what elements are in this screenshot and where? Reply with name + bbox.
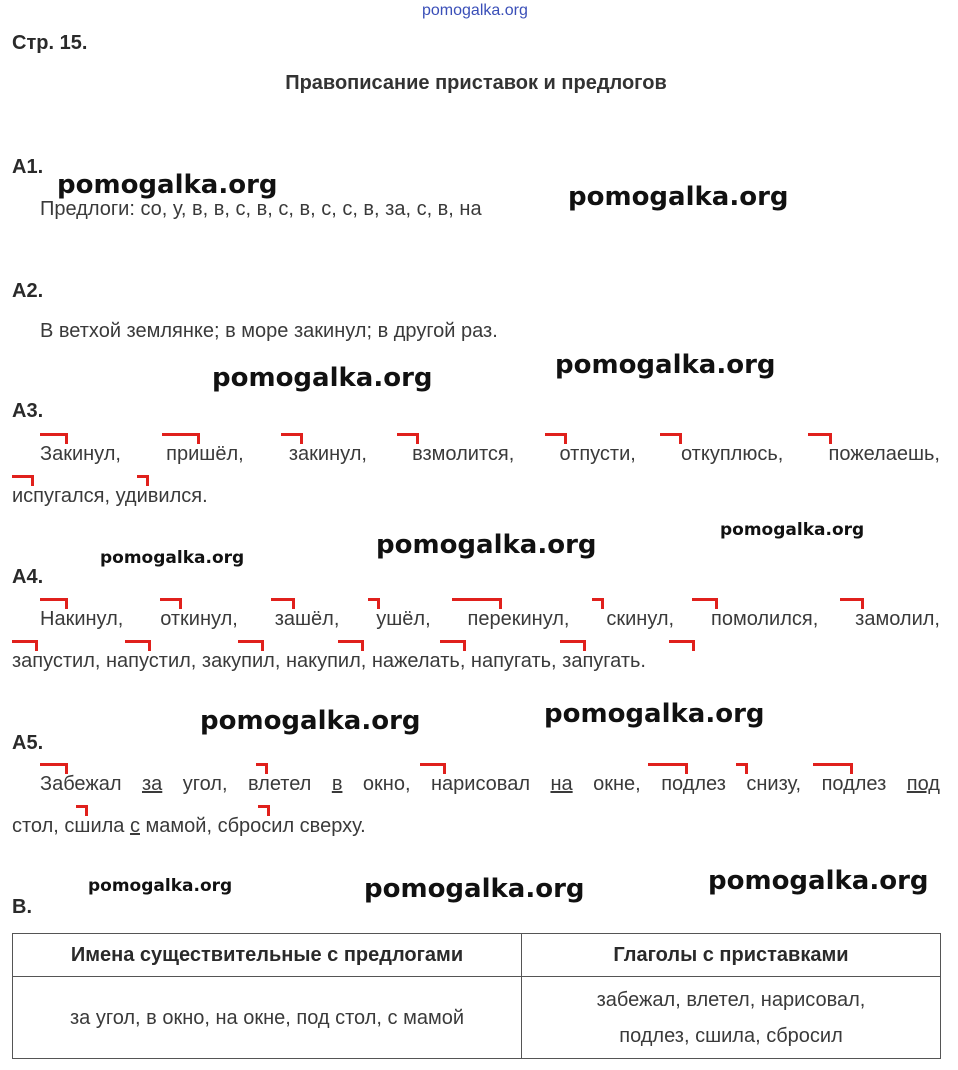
a4-word: Накинул,: [40, 608, 124, 630]
a5-word: подлез: [821, 773, 887, 795]
prefix-mark: [420, 763, 446, 774]
a5-preposition: с: [129, 815, 140, 837]
watermark: pomogalka.org: [555, 350, 776, 380]
prefix-mark: [76, 805, 88, 816]
a5-preposition: под: [906, 773, 940, 795]
prefix-mark: [125, 640, 151, 651]
prefix-mark: [560, 640, 586, 651]
watermark: pomogalka.org: [364, 874, 585, 904]
a5-line-2: [12, 815, 366, 838]
a5-preposition: в: [331, 773, 343, 795]
a5-word: стол, сшила: [12, 815, 125, 837]
watermark: pomogalka.org: [100, 548, 245, 568]
prefix-mark: [592, 598, 604, 609]
a3-line-2: испугался, удивился.: [12, 485, 208, 507]
prefix-mark: [808, 433, 832, 444]
a5-preposition: на: [550, 773, 573, 795]
prefix-mark: [452, 598, 502, 609]
a3-word: пожелаешь,: [828, 443, 940, 465]
page-number: Стр. 15.: [12, 32, 88, 54]
watermark: pomogalka.org: [544, 699, 765, 729]
prefix-mark: [669, 640, 695, 651]
a4-word: перекинул,: [467, 608, 570, 630]
prefix-mark: [40, 598, 68, 609]
answer-table: [12, 933, 941, 1059]
a4-word: зашёл,: [274, 608, 340, 630]
prefix-mark: [12, 640, 38, 651]
a3-word: Закинул,: [40, 443, 121, 465]
watermark: pomogalka.org: [568, 182, 789, 212]
section-label-a5: А5.: [12, 732, 44, 754]
watermark: pomogalka.org: [376, 530, 597, 560]
a5-word: подлез: [661, 773, 726, 795]
a3-word: откуплюсь,: [681, 443, 784, 465]
table-header: Глаголы с приставками: [522, 934, 941, 977]
a4-line-2: запустил, напустил, закупил, накупил, нажелать, напугать, запугать.: [12, 650, 646, 672]
prefix-mark: [12, 475, 34, 486]
a5-word: окне,: [593, 773, 641, 795]
a5-line-1: [40, 773, 940, 796]
a3-word: отпусти,: [559, 443, 636, 465]
a3-line-1: [40, 443, 940, 466]
a4-word: замолил,: [855, 608, 940, 630]
a5-word: мамой, сбросил сверху.: [145, 815, 366, 837]
watermark: pomogalka.org: [200, 706, 421, 736]
section-label-a3: А3.: [12, 400, 44, 422]
a4-word: откинул,: [160, 608, 238, 630]
prefix-mark: [660, 433, 682, 444]
prefix-mark: [840, 598, 864, 609]
section-label-a4: А4.: [12, 566, 44, 588]
a3-word: взмолится,: [412, 443, 515, 465]
section-label-a2: А2.: [12, 280, 44, 302]
a5-word: нарисовал: [430, 773, 530, 795]
prefix-mark: [648, 763, 688, 774]
prefix-mark: [368, 598, 380, 609]
watermark: pomogalka.org: [88, 876, 233, 896]
prefix-mark: [238, 640, 264, 651]
prefix-mark: [40, 433, 68, 444]
a3-word: закинул,: [288, 443, 367, 465]
a5-word: Забежал: [40, 773, 122, 795]
prefix-mark: [40, 763, 68, 774]
a1-text: Предлоги: со, у, в, в, с, в, с, в, с, с, в, за, с, в, на: [40, 198, 482, 220]
prefix-mark: [160, 598, 182, 609]
watermark: pomogalka.org: [720, 520, 865, 540]
page-title: Правописание приставок и предлогов: [285, 72, 667, 94]
watermark-top: pomogalka.org: [422, 2, 528, 19]
prefix-mark: [258, 805, 270, 816]
a5-preposition: за: [141, 773, 163, 795]
prefix-mark: [736, 763, 748, 774]
a4-word: ушёл,: [376, 608, 431, 630]
prefix-mark: [545, 433, 567, 444]
section-label-a1: А1.: [12, 156, 44, 178]
table-cell-line: подлез, сшила, сбросил: [619, 1024, 843, 1047]
a4-line-1: [40, 608, 940, 631]
prefix-mark: [162, 433, 200, 444]
watermark: pomogalka.org: [57, 170, 278, 200]
prefix-mark: [338, 640, 364, 651]
a4-word: скинул,: [606, 608, 675, 630]
watermark: pomogalka.org: [708, 866, 929, 896]
table-cell-verbs: [522, 977, 941, 1059]
prefix-mark: [256, 763, 268, 774]
a5-word: угол,: [182, 773, 228, 795]
a2-text: В ветхой землянке; в море закинул; в другой раз.: [40, 320, 498, 342]
prefix-mark: [397, 433, 419, 444]
a5-word: окно,: [362, 773, 411, 795]
prefix-mark: [137, 475, 149, 486]
prefix-mark: [271, 598, 295, 609]
watermark: pomogalka.org: [212, 363, 433, 393]
prefix-mark: [692, 598, 718, 609]
prefix-mark: [440, 640, 466, 651]
section-label-b: В.: [12, 896, 32, 918]
a3-word: пришёл,: [166, 443, 244, 465]
table-cell-nouns: за угол, в окно, на окне, под стол, с мамой: [13, 977, 522, 1059]
prefix-mark: [813, 763, 853, 774]
a4-word: помолился,: [711, 608, 819, 630]
table-cell-line: забежал, влетел, нарисовал,: [596, 988, 866, 1011]
a5-word: влетел: [247, 773, 312, 795]
a5-word: снизу,: [746, 773, 802, 795]
prefix-mark: [281, 433, 303, 444]
table-header: Имена существительные с предлогами: [13, 934, 522, 977]
